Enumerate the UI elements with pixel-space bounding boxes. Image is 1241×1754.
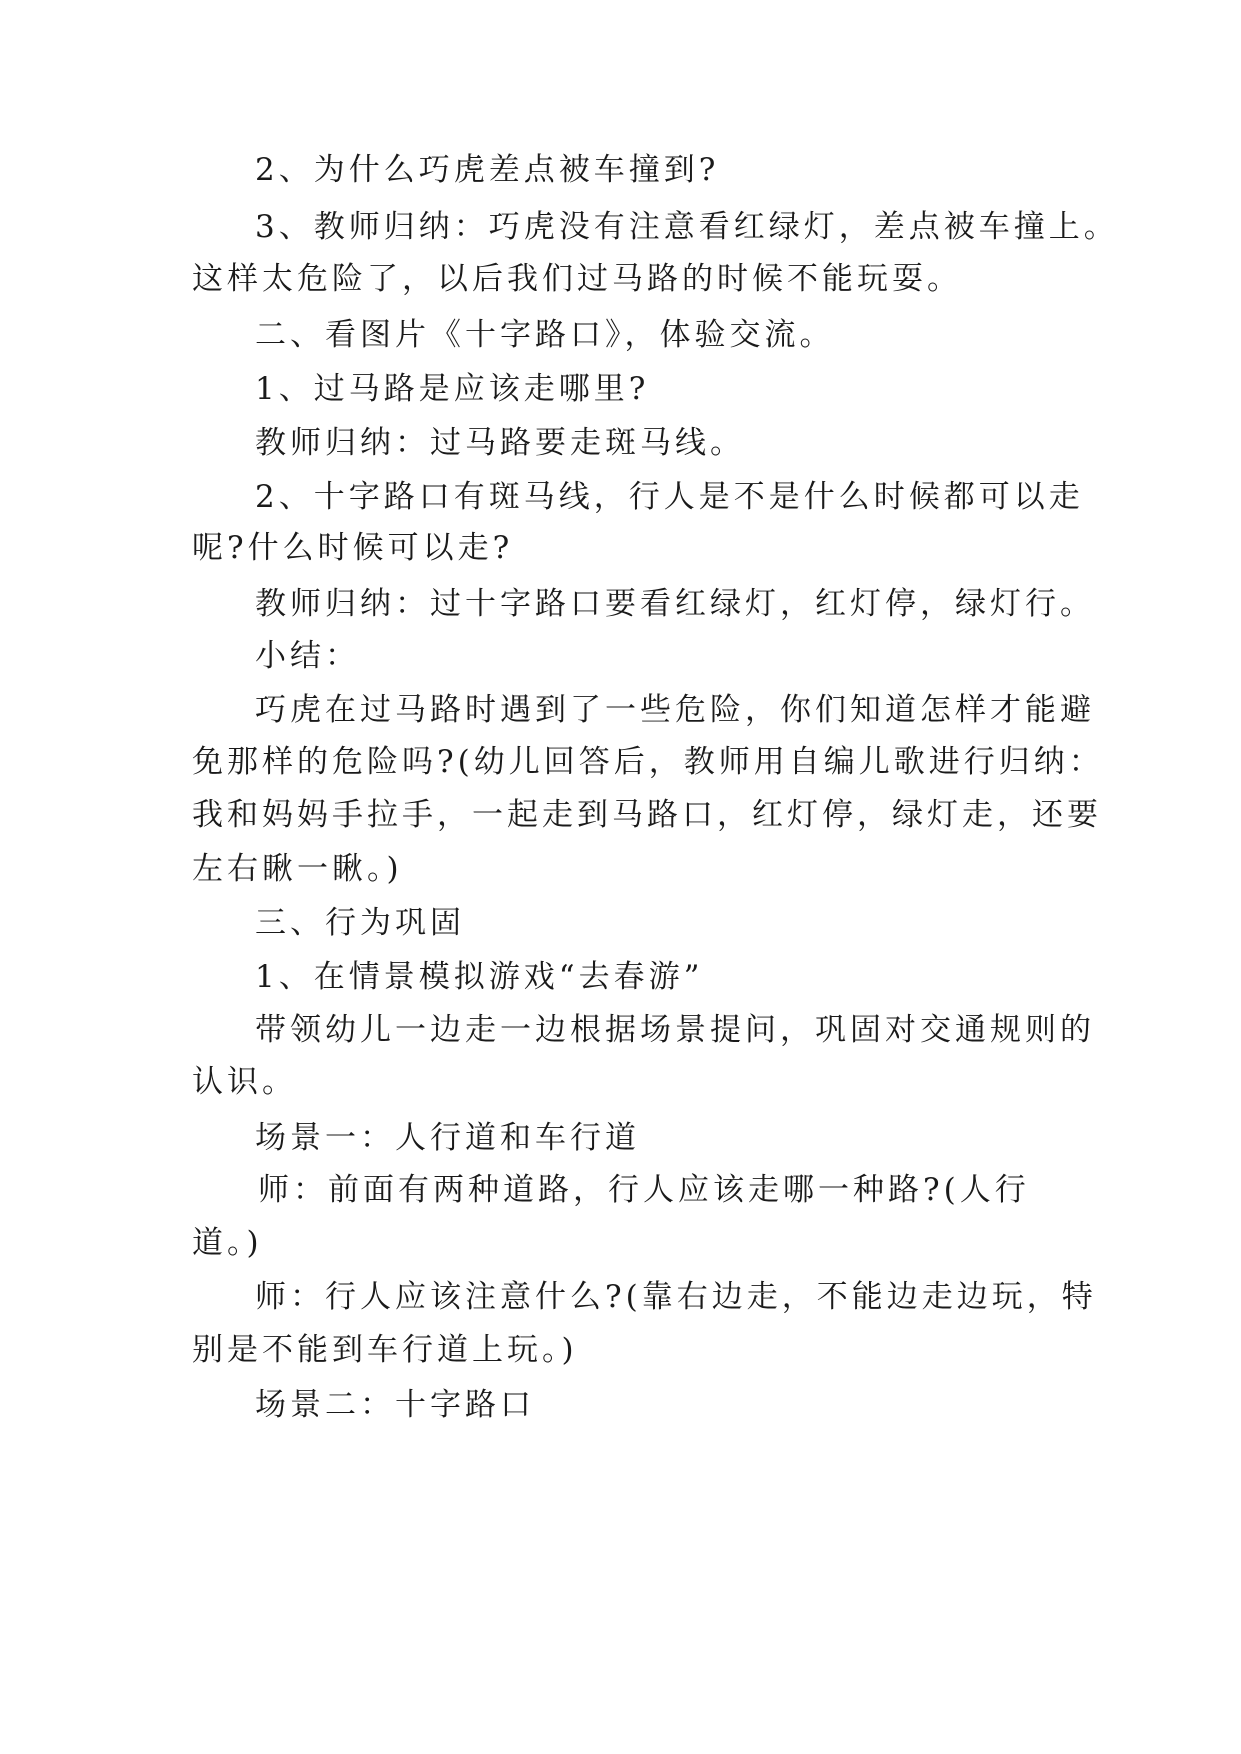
paragraph-line: 教师归纳：过马路要走斑马线。 [255, 425, 745, 461]
paragraph-line: 道。) [192, 1225, 263, 1261]
paragraph-line: 教师归纳：过十字路口要看红绿灯，红灯停，绿灯行。 [255, 586, 1095, 622]
paragraph-line: 免那样的危险吗?(幼儿回答后，教师用自编儿歌进行归纳： [192, 744, 1104, 780]
paragraph-line: 2、十字路口有斑马线，行人是不是什么时候都可以走 [255, 479, 1084, 515]
paragraph-line: 这样太危险了，以后我们过马路的时候不能玩耍。 [192, 261, 962, 297]
paragraph-line: 左右瞅一瞅。) [192, 851, 403, 887]
paragraph-line: 带领幼儿一边走一边根据场景提问，巩固对交通规则的 [255, 1012, 1095, 1048]
paragraph-line: 3、教师归纳：巧虎没有注意看红绿灯，差点被车撞上。 [255, 209, 1119, 245]
paragraph-line: 巧虎在过马路时遇到了一些危险，你们知道怎样才能避 [255, 692, 1095, 728]
paragraph-line: 场景二：十字路口 [255, 1387, 535, 1423]
section-heading: 二、看图片《十字路口》，体验交流。 [255, 317, 835, 353]
paragraph-line: 2、为什么巧虎差点被车撞到? [255, 152, 720, 188]
paragraph-line: 1、在情景模拟游戏“去春游” [255, 959, 704, 995]
paragraph-line: 认识。 [192, 1064, 297, 1100]
paragraph-line: 别是不能到车行道上玩。) [192, 1332, 578, 1368]
paragraph-line: 1、过马路是应该走哪里? [255, 371, 650, 407]
paragraph-line: 场景一：人行道和车行道 [255, 1120, 640, 1156]
paragraph-line: 我和妈妈手拉手，一起走到马路口，红灯停，绿灯走，还要 [192, 797, 1102, 833]
paragraph-line: 呢?什么时候可以走? [192, 530, 514, 566]
paragraph-line: 师：前面有两种道路，行人应该走哪一种路?(人行 [258, 1172, 1030, 1208]
paragraph-line: 师：行人应该注意什么?(靠右边走，不能边走边玩，特 [255, 1279, 1097, 1315]
paragraph-line: 小结： [255, 638, 360, 674]
section-heading: 三、行为巩固 [255, 905, 465, 941]
